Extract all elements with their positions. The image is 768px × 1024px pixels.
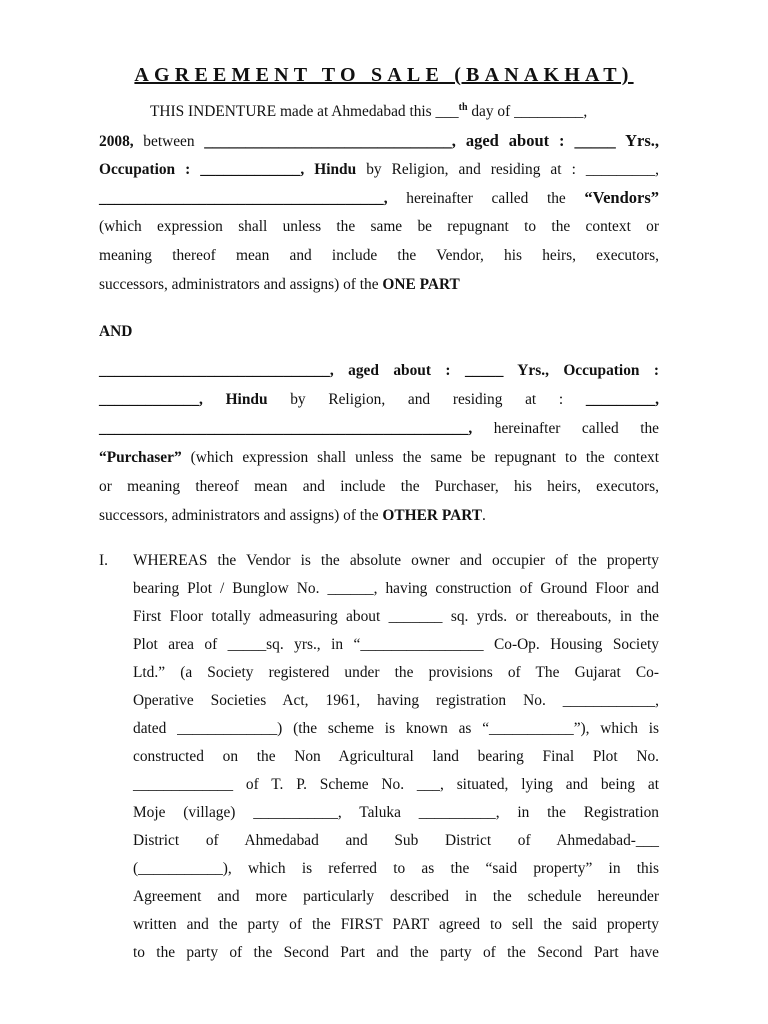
clause-line: Agreement and more particularly described in the schedule hereunder (133, 888, 659, 905)
second-line-3: ________________________________________________, hereinafter called the (99, 420, 659, 437)
clause-line: written and the party of the FIRST PART agreed to sell the said property (133, 916, 659, 933)
second-line-1: ______________________________, aged about : _____ Yrs., Occupation : (99, 362, 659, 379)
intro-line-2: 2008, between ______________________________, aged about : _____ Yrs., (99, 131, 659, 150)
clause-number: I. (99, 552, 108, 569)
clause-line: WHEREAS the Vendor is the absolute owner and occupier of the property (133, 552, 659, 569)
and-heading: AND (99, 323, 133, 340)
clause-line: constructed on the Non Agricultural land bearing Final Plot No. (133, 748, 659, 765)
intro-line-1: THIS INDENTURE made at Ahmedabad this ___$^{th}$ day of _________, (150, 102, 588, 120)
intro-line-6: meaning thereof mean and include the Vendor, his heirs, executors, (99, 247, 659, 264)
document-title: AGREEMENT TO SALE (BANAKHAT) (134, 64, 634, 86)
clause-line: Operative Societies Act, 1961, having registration No. ____________, (133, 692, 659, 709)
clause-line: dated _____________) (the scheme is known as “___________”), which is (133, 720, 659, 737)
clause-line: _____________ of T. P. Scheme No. ___, situated, lying and being at (133, 776, 659, 793)
clause-line: (___________), which is referred to as the “said property” in this (133, 860, 659, 877)
intro-line-3: Occupation : _____________, Hindu by Religion, and residing at : _________, (99, 161, 659, 178)
intro-line-7: successors, administrators and assigns) of the ONE PART (99, 276, 460, 293)
clause-line: First Floor totally admeasuring about _______ sq. yrds. or thereabouts, in the (133, 608, 659, 625)
second-line-4: “Purchaser” (which expression shall unless the same be repugnant to the context (99, 449, 659, 466)
clause-line: District of Ahmedabad and Sub District of Ahmedabad-___ (133, 832, 659, 849)
clause-line: Moje (village) ___________, Taluka __________, in the Registration (133, 804, 659, 821)
second-line-6: successors, administrators and assigns) of the OTHER PART. (99, 507, 486, 524)
second-line-5: or meaning thereof mean and include the Purchaser, his heirs, executors, (99, 478, 659, 495)
second-line-2: _____________, Hindu by Religion, and residing at : _________, (99, 391, 659, 408)
clause-line: bearing Plot / Bunglow No. ______, having construction of Ground Floor and (133, 580, 659, 597)
intro-line-5: (which expression shall unless the same be repugnant to the context or (99, 218, 659, 235)
clause-line: Ltd.” (a Society registered under the provisions of The Gujarat Co- (133, 664, 659, 681)
intro-line-4: _____________________________________, hereinafter called the “Vendors” (99, 188, 659, 207)
clause-line: Plot area of _____sq. yrs., in “________________ Co-Op. Housing Society (133, 636, 659, 653)
clause-line: to the party of the Second Part and the party of the Second Part have (133, 944, 659, 961)
